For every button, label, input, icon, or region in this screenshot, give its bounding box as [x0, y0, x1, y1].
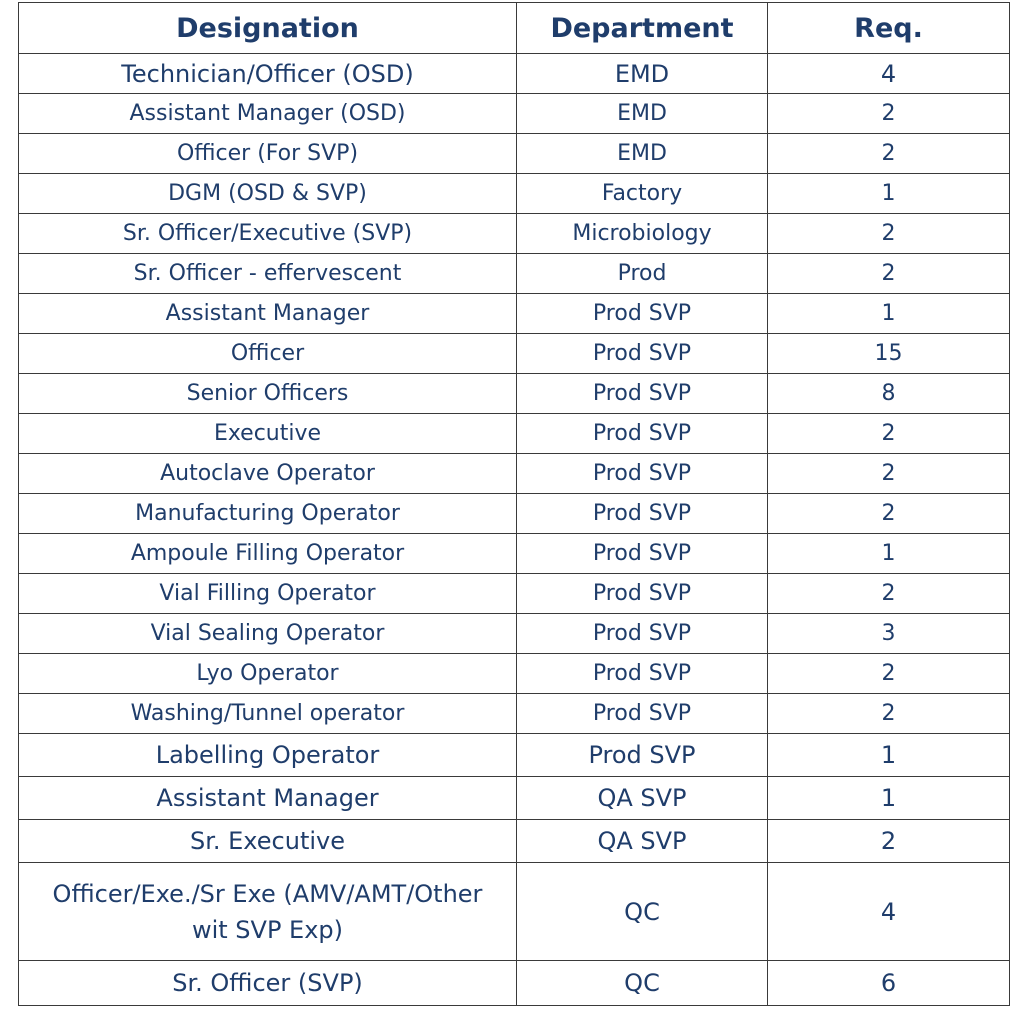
department-cell: Prod [517, 254, 768, 294]
req-cell: 15 [768, 334, 1010, 374]
designation-cell: Labelling Operator [19, 734, 517, 777]
req-cell: 2 [768, 214, 1010, 254]
department-cell: Prod SVP [517, 294, 768, 334]
table-row [19, 454, 1010, 494]
req-cell: 1 [768, 777, 1010, 820]
req-cell: 1 [768, 174, 1010, 214]
designation-cell: Assistant Manager (OSD) [19, 94, 517, 134]
req-cell: 2 [768, 694, 1010, 734]
table-row [19, 574, 1010, 614]
designation-cell: Assistant Manager [19, 777, 517, 820]
req-cell: 4 [768, 54, 1010, 94]
table-row [19, 414, 1010, 454]
designation-cell: Vial Filling Operator [19, 574, 517, 614]
department-cell: Prod SVP [517, 414, 768, 454]
req-cell: 6 [768, 961, 1010, 1006]
designation-cell: Washing/Tunnel operator [19, 694, 517, 734]
designation-cell: Sr. Officer/Executive (SVP) [19, 214, 517, 254]
req-cell: 2 [768, 820, 1010, 863]
department-cell: EMD [517, 94, 768, 134]
req-cell: 2 [768, 574, 1010, 614]
designation-cell: DGM (OSD & SVP) [19, 174, 517, 214]
req-cell: 4 [768, 863, 1010, 961]
designation-cell: Officer/Exe./Sr Exe (AMV/AMT/Other wit SVP Exp) [19, 863, 517, 961]
req-cell: 2 [768, 254, 1010, 294]
table-row [19, 654, 1010, 694]
designation-cell: Vial Sealing Operator [19, 614, 517, 654]
req-cell: 2 [768, 414, 1010, 454]
req-cell: 2 [768, 454, 1010, 494]
table-row [19, 174, 1010, 214]
designation-cell: Officer (For SVP) [19, 134, 517, 174]
designation-cell: Manufacturing Operator [19, 494, 517, 534]
department-cell: Prod SVP [517, 534, 768, 574]
table-row [19, 820, 1010, 863]
designation-cell: Sr. Officer - effervescent [19, 254, 517, 294]
req-cell: 8 [768, 374, 1010, 414]
table-row [19, 534, 1010, 574]
department-cell: Prod SVP [517, 654, 768, 694]
req-cell: 1 [768, 294, 1010, 334]
department-cell: Prod SVP [517, 574, 768, 614]
req-cell: 2 [768, 134, 1010, 174]
designation-cell: Sr. Officer (SVP) [19, 961, 517, 1006]
table-row [19, 494, 1010, 534]
table-row [19, 54, 1010, 94]
department-cell: Prod SVP [517, 694, 768, 734]
department-cell: QC [517, 961, 768, 1006]
header-designation: Designation [19, 3, 517, 54]
table-row [19, 374, 1010, 414]
designation-cell: Technician/Officer (OSD) [19, 54, 517, 94]
department-cell: Prod SVP [517, 734, 768, 777]
designation-cell: Officer [19, 334, 517, 374]
department-cell: Prod SVP [517, 334, 768, 374]
table-row [19, 961, 1010, 1006]
designation-cell: Lyo Operator [19, 654, 517, 694]
department-cell: Prod SVP [517, 614, 768, 654]
designation-cell: Assistant Manager [19, 294, 517, 334]
job-openings-table [18, 2, 1010, 1006]
designation-cell: Sr. Executive [19, 820, 517, 863]
table-row [19, 777, 1010, 820]
designation-cell: Senior Officers [19, 374, 517, 414]
department-cell: EMD [517, 134, 768, 174]
table-row [19, 614, 1010, 654]
table-row [19, 294, 1010, 334]
table-row [19, 334, 1010, 374]
req-cell: 1 [768, 534, 1010, 574]
req-cell: 2 [768, 94, 1010, 134]
table-row [19, 94, 1010, 134]
department-cell: QC [517, 863, 768, 961]
table-row [19, 214, 1010, 254]
department-cell: Prod SVP [517, 374, 768, 414]
header-row [19, 3, 1010, 54]
department-cell: QA SVP [517, 820, 768, 863]
designation-cell: Ampoule Filling Operator [19, 534, 517, 574]
department-cell: Prod SVP [517, 494, 768, 534]
department-cell: QA SVP [517, 777, 768, 820]
req-cell: 3 [768, 614, 1010, 654]
table-row [19, 254, 1010, 294]
department-cell: Factory [517, 174, 768, 214]
req-cell: 2 [768, 494, 1010, 534]
table-row [19, 734, 1010, 777]
designation-cell: Executive [19, 414, 517, 454]
designation-cell: Autoclave Operator [19, 454, 517, 494]
table-row [19, 863, 1010, 961]
table-row [19, 134, 1010, 174]
department-cell: Microbiology [517, 214, 768, 254]
table-row [19, 694, 1010, 734]
header-department: Department [517, 3, 768, 54]
req-cell: 1 [768, 734, 1010, 777]
department-cell: Prod SVP [517, 454, 768, 494]
req-cell: 2 [768, 654, 1010, 694]
department-cell: EMD [517, 54, 768, 94]
header-req: Req. [768, 3, 1010, 54]
